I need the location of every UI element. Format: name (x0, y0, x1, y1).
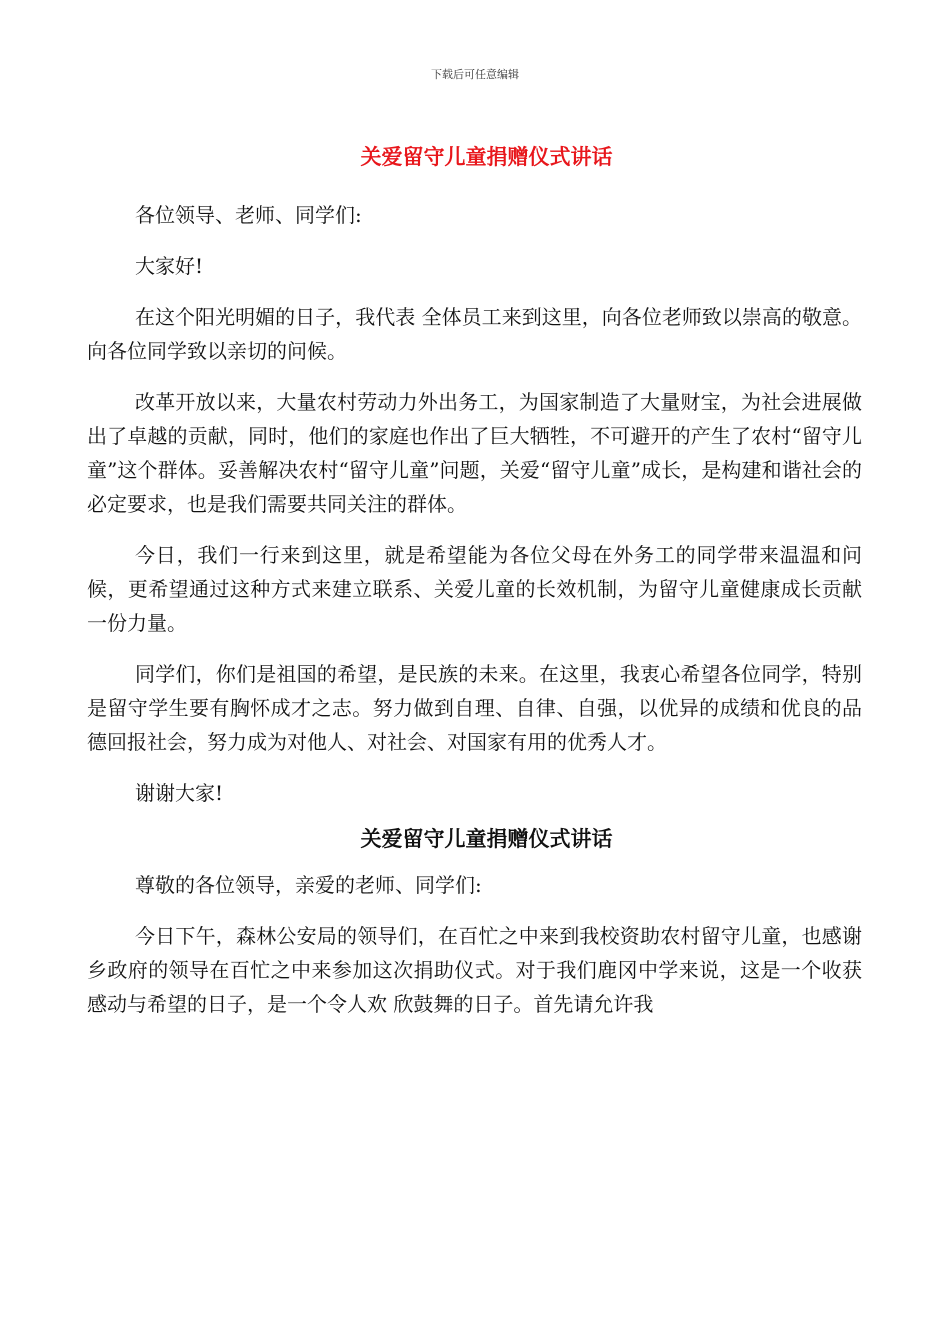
header-note: 下载后可任意编辑 (431, 68, 519, 81)
speech1-greeting: 大家好! (135, 254, 204, 278)
document-body (87, 142, 862, 1021)
speech1-paragraph-4: 同学们，你们是祖国的希望，是民族的未来。在这里，我衷心希望各位同学，特别是留守学生要有胸怀成才之志。努力做到自理、自律、自强，以优异的成绩和优良的品德回报社会，努力成为对他人、对社会、对国家有用的优秀人才。 (87, 662, 862, 754)
speech2-salutation: 尊敬的各位领导，亲爱的老师、同学们: (135, 873, 482, 897)
speech1-paragraph-2: 改革开放以来，大量农村劳动力外出务工，为国家制造了大量财宝，为社会进展做出了卓越的贡献，同时，他们的家庭也作出了巨大牺牲，不可避开的产生了农村“留守儿童”这个群体。妥善解决农村“留守儿童”问题，关爱“留守儿童”成长，是构建和谐社会的必定要求，也是我们需要共同关注的群体。 (87, 390, 862, 516)
speech2-paragraph-1: 今日下午，森林公安局的领导们，在百忙之中来到我校资助农村留守儿童，也感谢乡政府的领导在百忙之中来参加这次捐助仪式。对于我们鹿冈中学来说，这是一个收获感动与希望的日子，是一个令人欢 欣鼓舞的日子。首先请允许我 (87, 924, 862, 1016)
speech1-paragraph-3: 今日，我们一行来到这里，就是希望能为各位父母在外务工的同学带来温温和问候，更希望通过这种方式来建立联系、关爱儿童的长效机制，为留守儿童健康成长贡献一份力量。 (87, 543, 862, 635)
speech1-paragraph-1: 在这个阳光明媚的日子，我代表 全体员工来到这里，向各位老师致以崇高的敬意。向各位同学致以亲切的问候。 (87, 305, 862, 363)
speech1-closing: 谢谢大家! (135, 781, 224, 805)
speech1-salutation: 各位领导、老师、同学们: (135, 203, 362, 227)
speech2-title: 关爱留守儿童捐赠仪式讲话 (360, 826, 613, 851)
speech1-title: 关爱留守儿童捐赠仪式讲话 (360, 144, 613, 169)
